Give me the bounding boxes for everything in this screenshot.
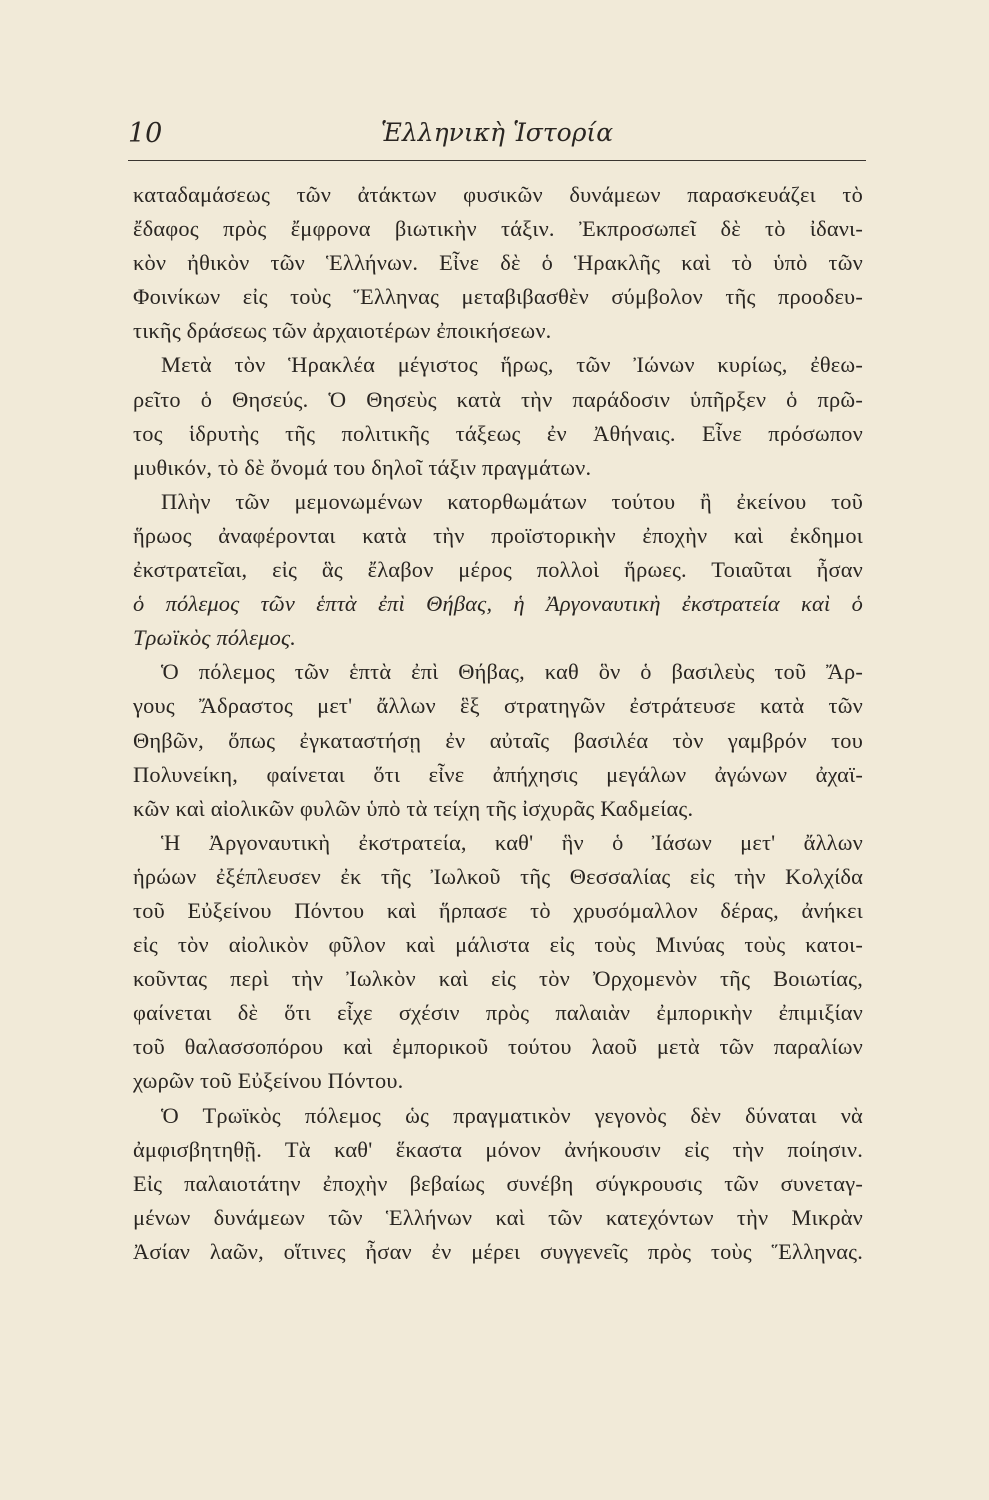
text-line: Ὁ πόλεμος τῶν ἑπτὰ ἐπὶ Θήβας, καθ ὃν ὁ βασιλεὺς τοῦ Ἄρ- — [161, 659, 863, 685]
text-line: Ἀσίαν λαῶν, οἵτινες ἦσαν ἐν μέρει συγγενεῖς πρὸς τοὺς Ἕλληνας. — [133, 1238, 863, 1264]
text-line: χωρῶν τοῦ Εὐξείνου Πόντου. — [133, 1068, 404, 1094]
header-rule — [128, 160, 866, 161]
running-title: Ἑλληνικὴ Ἱστορία — [380, 118, 614, 147]
text-line: γους Ἄδραστος μετ' ἄλλων ἓξ στρατηγῶν ἐστράτευσε κατὰ τῶν — [133, 693, 863, 719]
text-line: μυθικόν, τὸ δὲ ὄνομά του δηλοῖ τάξιν πραγμάτων. — [133, 454, 592, 480]
text-line: Εἰς παλαιοτάτην ἐποχὴν βεβαίως συνέβη σύγκρουσις τῶν συνεταγ- — [133, 1170, 863, 1196]
text-line: Μετὰ τὸν Ἡρακλέα μέγιστος ἥρως, τῶν Ἰώνων κυρίως, ἐθεω- — [161, 352, 863, 378]
text-line: Πλὴν τῶν μεμονωμένων κατορθωμάτων τούτου ἢ ἐκείνου τοῦ — [161, 488, 863, 514]
text-line: Φοινίκων εἰς τοὺς Ἕλληνας μεταβιβασθὲν σύμβολον τῆς προοδευ- — [133, 284, 863, 310]
text-line: μένων δυνάμεων τῶν Ἑλλήνων καὶ τῶν κατεχόντων τὴν Μικρὰν — [133, 1204, 863, 1230]
text-line: ἔδαφος πρὸς ἔμφρονα βιωτικὴν τάξιν. Ἐκπροσωπεῖ δὲ τὸ ἰδανι- — [133, 216, 863, 242]
text-line: κῶν καὶ αἰολικῶν φυλῶν ὑπὸ τὰ τείχη τῆς ἰσχυρᾶς Καδμείας. — [133, 795, 694, 821]
text-line: τικῆς δράσεως τῶν ἀρχαιοτέρων ἐποικήσεων. — [133, 318, 552, 344]
text-line: κὸν ἠθικὸν τῶν Ἑλλήνων. Εἶνε δὲ ὁ Ἡρακλῆς καὶ τὸ ὑπὸ τῶν — [133, 250, 863, 276]
text-line: εἰς τὸν αἰολικὸν φῦλον καὶ μάλιστα εἰς τοὺς Μινύας τοὺς κατοι- — [133, 932, 863, 958]
text-line: Ὁ Τρωϊκὸς πόλεμος ὡς πραγματικὸν γεγονὸς δὲν δύναται νὰ — [161, 1102, 863, 1128]
text-line: Θηβῶν, ὅπως ἐγκαταστήσῃ ἐν αὐταῖς βασιλέα τὸν γαμβρόν του — [133, 727, 863, 753]
text-line: Πολυνείκη, φαίνεται ὅτι εἶνε ἀπήχησις μεγάλων ἀγώνων ἀχαϊ- — [133, 761, 863, 787]
text-line: ρεῖτο ὁ Θησεύς. Ὁ Θησεὺς κατὰ τὴν παράδοσιν ὑπῆρξεν ὁ πρῶ- — [133, 386, 863, 412]
text-line: τος ἱδρυτὴς τῆς πολιτικῆς τάξεως ἐν Ἀθήναις. Εἶνε πρόσωπον — [133, 420, 863, 446]
text-line: ἥρωος ἀναφέρονται κατὰ τὴν προϊστορικὴν ἐποχὴν καὶ ἐκδημοι — [133, 522, 863, 548]
body-text — [133, 178, 863, 1269]
text-line: Ἡ Ἀργοναυτικὴ ἐκστρατεία, καθ' ἣν ὁ Ἰάσων μετ' ἄλλων — [161, 829, 863, 855]
text-line: φαίνεται δὲ ὅτι εἶχε σχέσιν πρὸς παλαιὰν ἐμπορικὴν ἐπιμιξίαν — [133, 1000, 863, 1026]
text-line: ἐκστρατεῖαι, εἰς ἃς ἔλαβον μέρος πολλοὶ ἥρωες. Τοιαῦται ἦσαν — [133, 557, 863, 583]
text-line: τοῦ θαλασσοπόρου καὶ ἐμπορικοῦ τούτου λαοῦ μετὰ τῶν παραλίων — [133, 1034, 863, 1060]
text-line: Τρωϊκὸς πόλεμος. — [133, 625, 297, 651]
text-line: καταδαμάσεως τῶν ἀτάκτων φυσικῶν δυνάμεων παρασκευάζει τὸ — [133, 182, 863, 207]
page-header — [128, 118, 866, 158]
text-line: κοῦντας περὶ τὴν Ἰωλκὸν καὶ εἰς τὸν Ὀρχομενὸν τῆς Βοιωτίας, — [133, 966, 863, 992]
text-line: ἡρώων ἐξέπλευσεν ἐκ τῆς Ἰωλκοῦ τῆς Θεσσαλίας εἰς τὴν Κολχίδα — [133, 863, 863, 889]
text-line: τοῦ Εὐξείνου Πόντου καὶ ἥρπασε τὸ χρυσόμαλλον δέρας, ἀνήκει — [133, 897, 863, 923]
page-number: 10 — [128, 118, 163, 149]
text-line: ἀμφισβητηθῇ. Τὰ καθ' ἕκαστα μόνον ἀνήκουσιν εἰς τὴν ποίησιν. — [133, 1136, 863, 1162]
text-line: ὁ πόλεμος τῶν ἑπτὰ ἐπὶ Θήβας, ἡ Ἀργοναυτικὴ ἐκστρατεία καὶ ὁ — [133, 591, 863, 617]
